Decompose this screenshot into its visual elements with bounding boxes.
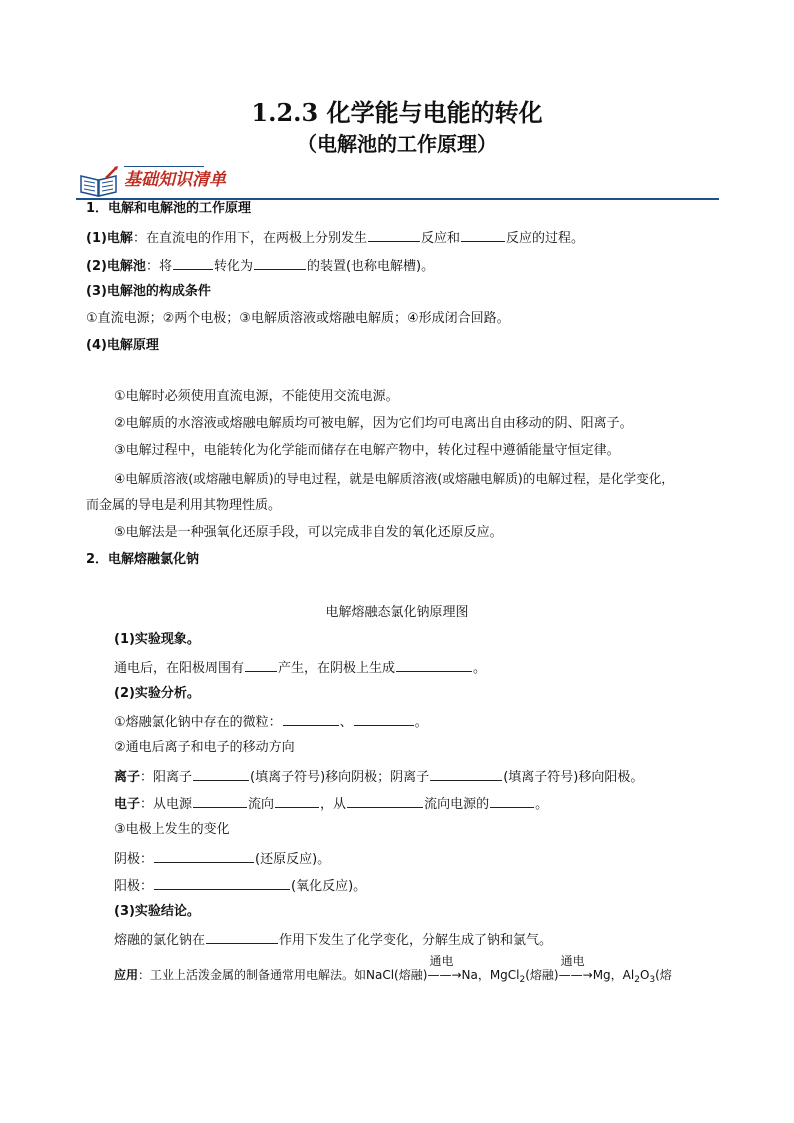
s1-p2: (2)电解池：将 转化为 的装置(也称电解槽)。 [86, 255, 434, 277]
electron-line: 电子：从电源 流向 ，从 流向电源的 。 [114, 793, 548, 815]
blank-17[interactable] [206, 929, 278, 944]
blank-7[interactable] [283, 711, 339, 726]
blank-6[interactable] [396, 657, 472, 672]
ion-line: 离子：阳离子 (填离子符号)移向阴极；阴离子 (填离子符号)移向阳极。 [114, 766, 643, 788]
electrolysis-arrow-2: 通电 ——→ [558, 954, 593, 982]
blank-10[interactable] [430, 766, 502, 781]
e2-1: ①熔融氯化钠中存在的微粒： 、 。 [114, 711, 428, 733]
blank-4[interactable] [254, 255, 306, 270]
section1-heading: 1．电解和电解池的工作原理 [86, 201, 252, 216]
page-title: 1.2.3 化学能与电能的转化 [251, 98, 543, 127]
electrolysis-arrow: 通电 ——→ [427, 954, 462, 982]
application-line: 应用：工业上活泼金属的制备通常用电解法。如NaCl(熔融) 通电 ——→Na，MgCl$_2$(熔融) 通电 ——→Mg，$Al_2O_3$(熔 [114, 954, 672, 985]
blank-15[interactable] [154, 848, 254, 863]
e2-label: (2)实验分析。 [114, 686, 200, 701]
blank-9[interactable] [193, 766, 249, 781]
s1-p1: (1)电解：在直流电的作用下，在两极上分别发生 反应和 反应的过程。 [86, 227, 584, 249]
banner-overline [124, 166, 204, 167]
cathode-line: 阴极： (还原反应)。 [114, 848, 330, 870]
blank-14[interactable] [490, 793, 534, 808]
note-4-cont: 而金属的导电是利用其物理性质。 [86, 498, 282, 513]
note-1: ①电解时必须使用直流电源，不能使用交流电源。 [114, 389, 399, 404]
blank-5[interactable] [245, 657, 277, 672]
s1-p4-label: (4)电解原理 [86, 338, 159, 353]
note-5: ⑤电解法是一种强氧化还原手段，可以完成非自发的氧化还原反应。 [114, 525, 503, 540]
figure-caption: 电解熔融态氯化钠原理图 [325, 605, 469, 620]
e3-label: (3)实验结论。 [114, 904, 200, 919]
page-subtitle: （电解池的工作原理） [297, 132, 497, 156]
blank-16[interactable] [154, 875, 290, 890]
e3-text: 熔融的氯化钠在 作用下发生了化学变化，分解生成了钠和氯气。 [114, 929, 552, 951]
e1-label: (1)实验现象。 [114, 632, 200, 647]
book-icon [78, 166, 120, 198]
blank-2[interactable] [461, 227, 505, 242]
note-2: ②电解质的水溶液或熔融电解质均可被电解，因为它们均可电离出自由移动的阴、阳离子。 [114, 416, 633, 431]
section-banner: 基础知识清单 [124, 170, 226, 190]
blank-13[interactable] [347, 793, 423, 808]
blank-1[interactable] [368, 227, 420, 242]
s1-p3-label: (3)电解池的构成条件 [86, 284, 211, 299]
s1-p3-text: ①直流电源；②两个电极；③电解质溶液或熔融电解质；④形成闭合回路。 [86, 311, 510, 326]
blank-3[interactable] [173, 255, 213, 270]
blank-11[interactable] [193, 793, 247, 808]
note-4: ④电解质溶液(或熔融电解质)的导电过程，就是电解质溶液(或熔融电解质)的电解过程，是化学变化， [114, 471, 674, 486]
e1-text: 通电后，在阳极周围有 产生，在阴极上生成 。 [114, 657, 486, 679]
blank-12[interactable] [275, 793, 319, 808]
anode-line: 阳极： (氧化反应)。 [114, 875, 366, 897]
note-3: ③电解过程中，电能转化为化学能而储存在电解产物中，转化过程中遵循能量守恒定律。 [114, 443, 620, 458]
e2-3: ③电极上发生的变化 [114, 822, 230, 837]
blank-8[interactable] [354, 711, 414, 726]
e2-2: ②通电后离子和电子的移动方向 [114, 740, 295, 755]
section2-heading: 2．电解熔融氯化钠 [86, 552, 200, 567]
